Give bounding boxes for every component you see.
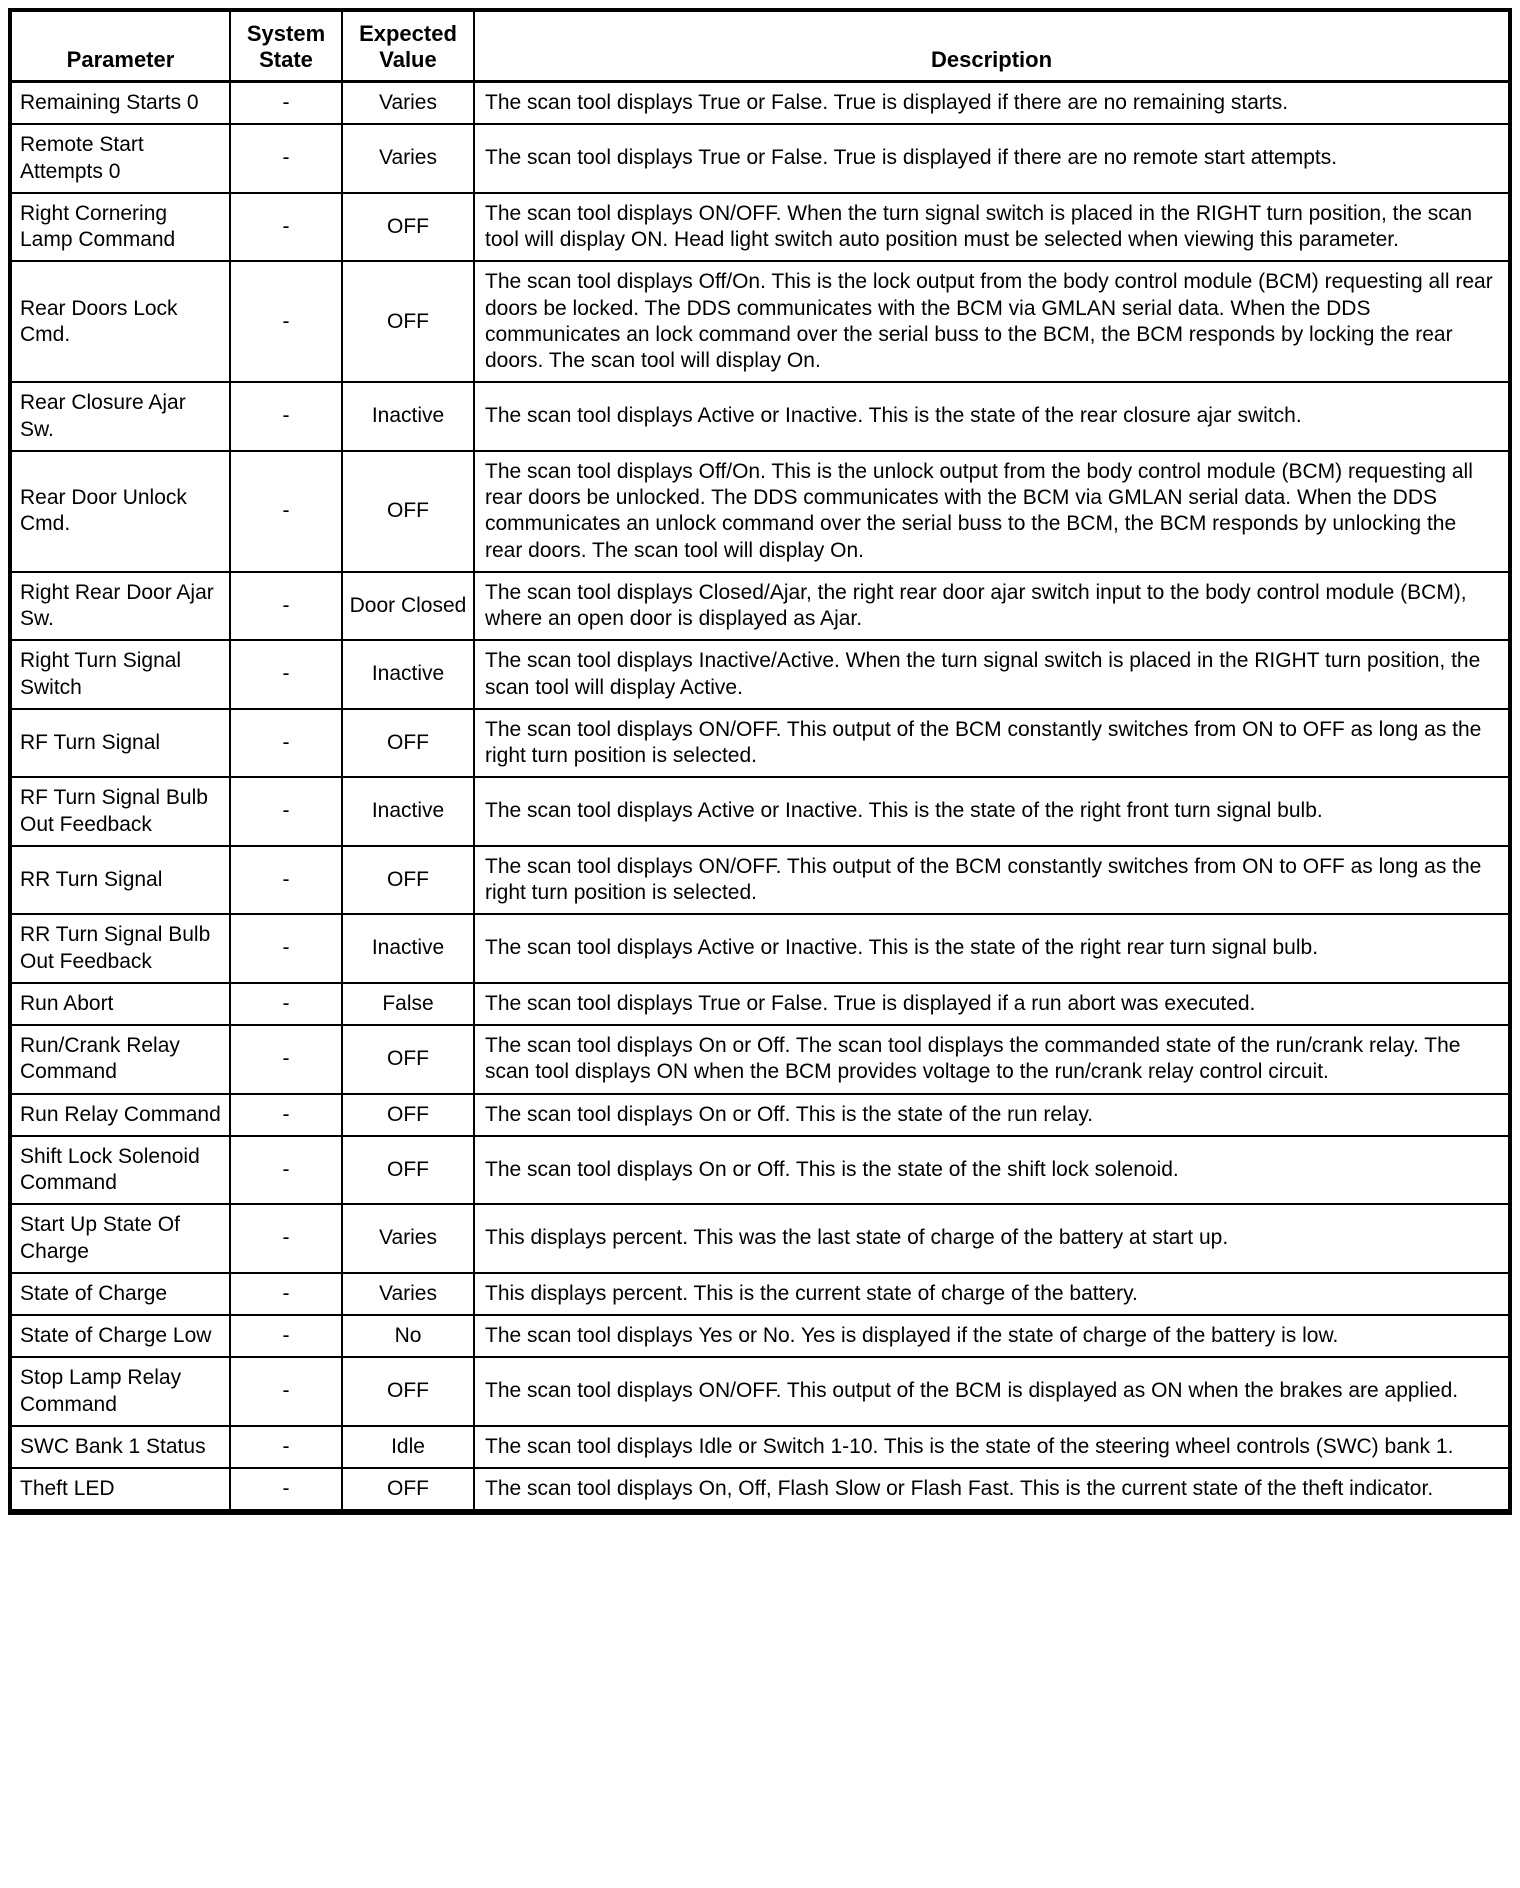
table-row	[10, 193, 1510, 262]
expected-value-cell: OFF	[342, 1025, 474, 1094]
expected-value-cell: Varies	[342, 82, 474, 125]
table-row	[10, 1273, 1510, 1315]
expected-value-cell: OFF	[342, 451, 474, 572]
system-state-cell: -	[230, 709, 342, 778]
system-state-cell: -	[230, 193, 342, 262]
parameter-cell: Remote Start Attempts 0	[10, 124, 230, 193]
column-header-description: Description	[474, 10, 1510, 82]
expected-value-cell: No	[342, 1315, 474, 1357]
description-cell: The scan tool displays Idle or Switch 1-10. This is the state of the steering wheel controls (SWC) bank 1.	[474, 1426, 1510, 1468]
table-row	[10, 1357, 1510, 1426]
system-state-cell: -	[230, 1468, 342, 1512]
system-state-cell: -	[230, 124, 342, 193]
table-row	[10, 82, 1510, 125]
table-row	[10, 1025, 1510, 1094]
table-row	[10, 572, 1510, 641]
parameter-cell: RR Turn Signal Bulb Out Feedback	[10, 914, 230, 983]
description-cell: This displays percent. This is the current state of charge of the battery.	[474, 1273, 1510, 1315]
table-body	[10, 82, 1510, 1513]
expected-value-cell: Door Closed	[342, 572, 474, 641]
expected-value-cell: OFF	[342, 193, 474, 262]
system-state-cell: -	[230, 640, 342, 709]
table-row	[10, 1136, 1510, 1205]
description-cell: The scan tool displays On or Off. This is the state of the shift lock solenoid.	[474, 1136, 1510, 1205]
description-cell: The scan tool displays Off/On. This is the lock output from the body control module (BCM) requesting all rear doors be locked. The DDS communicates with the BCM via GMLAN serial data. When the DDS communicates an lock command over the serial buss to the BCM, the BCM responds by locking the rear doors. The scan tool will display On.	[474, 261, 1510, 382]
parameter-cell: Run Abort	[10, 983, 230, 1025]
parameter-cell: Right Rear Door Ajar Sw.	[10, 572, 230, 641]
column-header-system-state: System State	[230, 10, 342, 82]
parameter-cell: State of Charge Low	[10, 1315, 230, 1357]
system-state-cell: -	[230, 1204, 342, 1273]
system-state-cell: -	[230, 1273, 342, 1315]
table-header	[10, 10, 1510, 82]
parameter-cell: SWC Bank 1 Status	[10, 1426, 230, 1468]
expected-value-cell: Varies	[342, 1204, 474, 1273]
expected-value-cell: OFF	[342, 1357, 474, 1426]
expected-value-cell: Varies	[342, 1273, 474, 1315]
header-row	[10, 10, 1510, 82]
parameter-cell: RF Turn Signal	[10, 709, 230, 778]
description-cell: The scan tool displays Inactive/Active. When the turn signal switch is placed in the RIGHT turn position, the scan tool will display Active.	[474, 640, 1510, 709]
system-state-cell: -	[230, 914, 342, 983]
parameter-cell: State of Charge	[10, 1273, 230, 1315]
parameter-cell: Start Up State Of Charge	[10, 1204, 230, 1273]
table-row	[10, 1426, 1510, 1468]
table-row	[10, 709, 1510, 778]
expected-value-cell: Inactive	[342, 914, 474, 983]
table-row	[10, 1315, 1510, 1357]
description-cell: The scan tool displays ON/OFF. When the turn signal switch is placed in the RIGHT turn position, the scan tool will display ON. Head light switch auto position must be selected when viewing this parameter.	[474, 193, 1510, 262]
system-state-cell: -	[230, 1025, 342, 1094]
description-cell: The scan tool displays ON/OFF. This output of the BCM constantly switches from ON to OFF as long as the right turn position is selected.	[474, 709, 1510, 778]
parameter-cell: Remaining Starts 0	[10, 82, 230, 125]
parameter-cell: Stop Lamp Relay Command	[10, 1357, 230, 1426]
description-cell: The scan tool displays True or False. True is displayed if there are no remote start attempts.	[474, 124, 1510, 193]
column-header-expected-value: Expected Value	[342, 10, 474, 82]
expected-value-cell: OFF	[342, 261, 474, 382]
parameter-cell: RF Turn Signal Bulb Out Feedback	[10, 777, 230, 846]
table-row	[10, 777, 1510, 846]
description-cell: The scan tool displays On, Off, Flash Slow or Flash Fast. This is the current state of the theft indicator.	[474, 1468, 1510, 1512]
parameter-cell: Shift Lock Solenoid Command	[10, 1136, 230, 1205]
expected-value-cell: OFF	[342, 1468, 474, 1512]
system-state-cell: -	[230, 846, 342, 915]
parameter-table	[8, 8, 1512, 1515]
description-cell: The scan tool displays Off/On. This is the unlock output from the body control module (BCM) requesting all rear doors be unlocked. The DDS communicates with the BCM via GMLAN serial data. When the DDS communicates an unlock command over the serial buss to the BCM, the BCM responds by unlocking the rear doors. The scan tool will display On.	[474, 451, 1510, 572]
parameter-cell: Right Cornering Lamp Command	[10, 193, 230, 262]
table-row	[10, 1204, 1510, 1273]
table-row	[10, 640, 1510, 709]
table-row	[10, 124, 1510, 193]
description-cell: The scan tool displays On or Off. This is the state of the run relay.	[474, 1094, 1510, 1136]
description-cell: The scan tool displays True or False. True is displayed if a run abort was executed.	[474, 983, 1510, 1025]
parameter-cell: Run/Crank Relay Command	[10, 1025, 230, 1094]
table-row	[10, 846, 1510, 915]
parameter-cell: Theft LED	[10, 1468, 230, 1512]
description-cell: The scan tool displays Active or Inactive. This is the state of the right rear turn signal bulb.	[474, 914, 1510, 983]
system-state-cell: -	[230, 1094, 342, 1136]
system-state-cell: -	[230, 1315, 342, 1357]
description-cell: The scan tool displays True or False. True is displayed if there are no remaining starts.	[474, 82, 1510, 125]
system-state-cell: -	[230, 261, 342, 382]
table-row	[10, 1094, 1510, 1136]
expected-value-cell: OFF	[342, 1136, 474, 1205]
expected-value-cell: OFF	[342, 1094, 474, 1136]
description-cell: The scan tool displays Active or Inactive. This is the state of the right front turn signal bulb.	[474, 777, 1510, 846]
table-row	[10, 1468, 1510, 1512]
parameter-cell: Run Relay Command	[10, 1094, 230, 1136]
description-cell: The scan tool displays Yes or No. Yes is displayed if the state of charge of the battery is low.	[474, 1315, 1510, 1357]
system-state-cell: -	[230, 983, 342, 1025]
expected-value-cell: OFF	[342, 709, 474, 778]
system-state-cell: -	[230, 82, 342, 125]
expected-value-cell: Varies	[342, 124, 474, 193]
expected-value-cell: OFF	[342, 846, 474, 915]
description-cell: The scan tool displays On or Off. The scan tool displays the commanded state of the run/crank relay. The scan tool displays ON when the BCM provides voltage to the run/crank relay control circuit.	[474, 1025, 1510, 1094]
table-row	[10, 382, 1510, 451]
system-state-cell: -	[230, 572, 342, 641]
parameter-cell: RR Turn Signal	[10, 846, 230, 915]
description-cell: This displays percent. This was the last state of charge of the battery at start up.	[474, 1204, 1510, 1273]
description-cell: The scan tool displays Active or Inactive. This is the state of the rear closure ajar switch.	[474, 382, 1510, 451]
table-row	[10, 451, 1510, 572]
column-header-parameter: Parameter	[10, 10, 230, 82]
description-cell: The scan tool displays ON/OFF. This output of the BCM is displayed as ON when the brakes are applied.	[474, 1357, 1510, 1426]
parameter-cell: Rear Doors Lock Cmd.	[10, 261, 230, 382]
expected-value-cell: Idle	[342, 1426, 474, 1468]
table-row	[10, 914, 1510, 983]
table-row	[10, 983, 1510, 1025]
expected-value-cell: Inactive	[342, 382, 474, 451]
description-cell: The scan tool displays Closed/Ajar, the right rear door ajar switch input to the body control module (BCM), where an open door is displayed as Ajar.	[474, 572, 1510, 641]
system-state-cell: -	[230, 451, 342, 572]
parameter-cell: Right Turn Signal Switch	[10, 640, 230, 709]
expected-value-cell: Inactive	[342, 777, 474, 846]
system-state-cell: -	[230, 1426, 342, 1468]
system-state-cell: -	[230, 1357, 342, 1426]
description-cell: The scan tool displays ON/OFF. This output of the BCM constantly switches from ON to OFF as long as the right turn position is selected.	[474, 846, 1510, 915]
expected-value-cell: Inactive	[342, 640, 474, 709]
system-state-cell: -	[230, 777, 342, 846]
system-state-cell: -	[230, 1136, 342, 1205]
system-state-cell: -	[230, 382, 342, 451]
table-row	[10, 261, 1510, 382]
expected-value-cell: False	[342, 983, 474, 1025]
parameter-cell: Rear Door Unlock Cmd.	[10, 451, 230, 572]
parameter-cell: Rear Closure Ajar Sw.	[10, 382, 230, 451]
